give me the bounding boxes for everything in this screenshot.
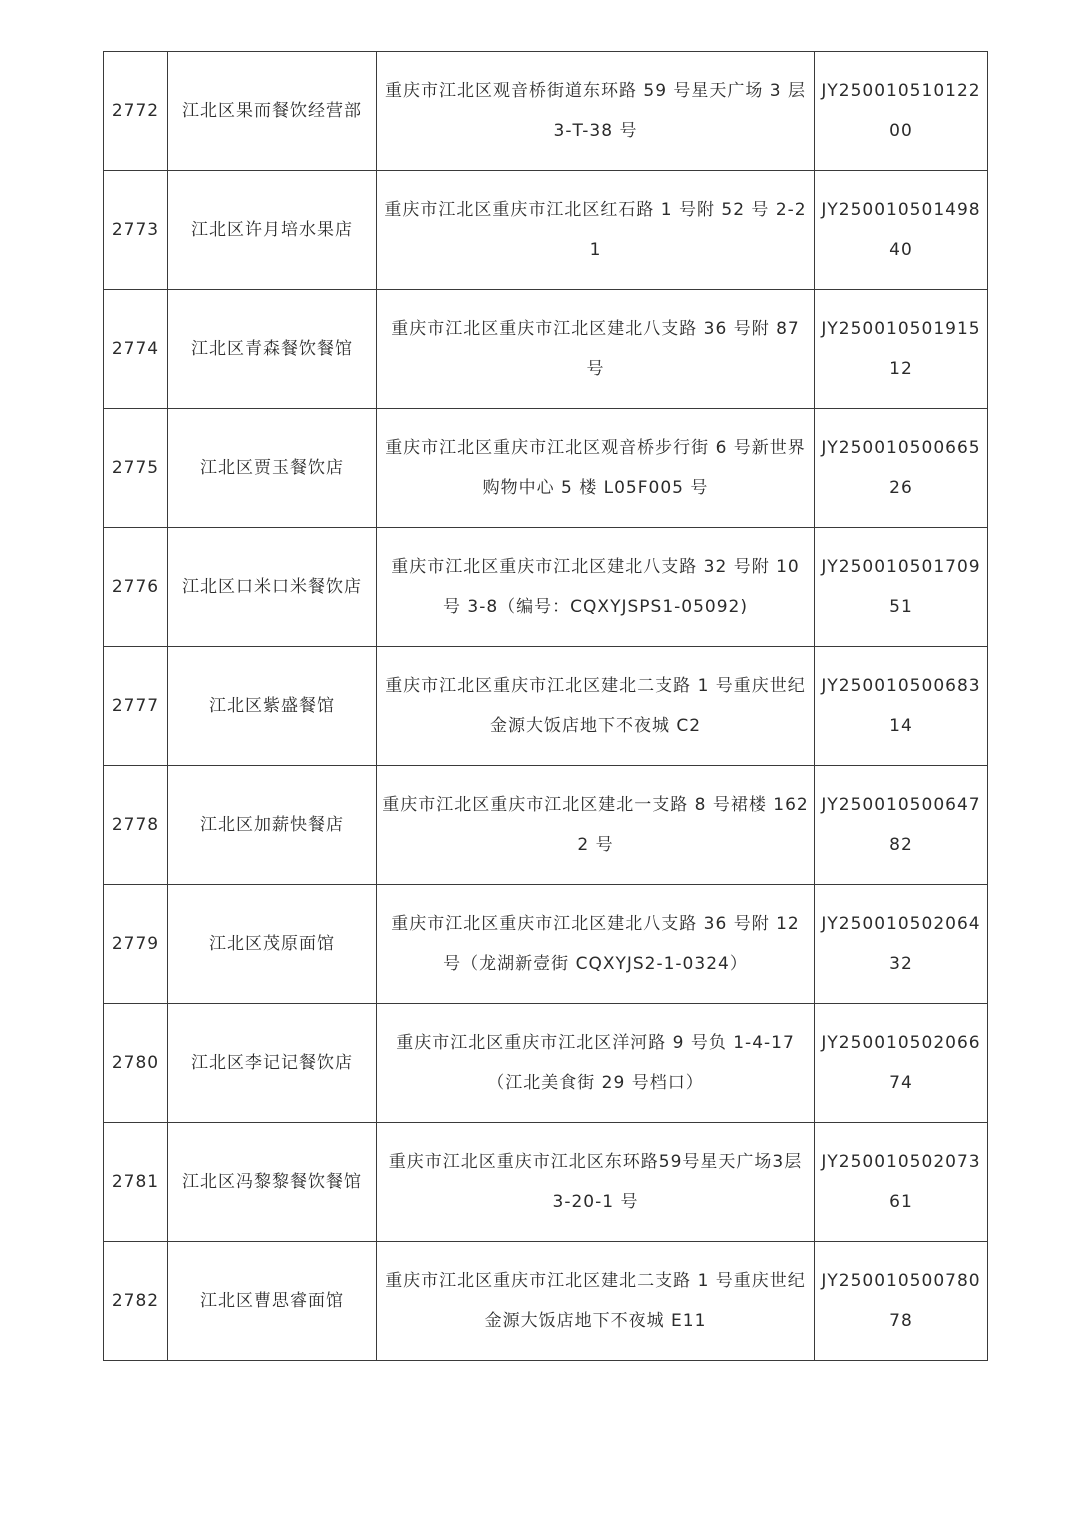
cell-number: 2776 (104, 528, 168, 647)
table-row (104, 1004, 988, 1123)
cell-address: 重庆市江北区重庆市江北区建北二支路 1 号重庆世纪金源大饭店地下不夜城 E11 (377, 1242, 815, 1361)
table-row (104, 1242, 988, 1361)
cell-number: 2772 (104, 52, 168, 171)
cell-license-number: JY25001050206674 (815, 1004, 988, 1123)
cell-license-number: JY25001050068314 (815, 647, 988, 766)
cell-address: 重庆市江北区重庆市江北区建北一支路 8 号裙楼 1622 号 (377, 766, 815, 885)
cell-business-name: 江北区口米口米餐饮店 (168, 528, 377, 647)
cell-business-name: 江北区贾玉餐饮店 (168, 409, 377, 528)
cell-license-number: JY25001050191512 (815, 290, 988, 409)
table-row (104, 409, 988, 528)
cell-number: 2778 (104, 766, 168, 885)
cell-business-name: 江北区加薪快餐店 (168, 766, 377, 885)
cell-license-number: JY25001051012200 (815, 52, 988, 171)
cell-business-name: 江北区许月培水果店 (168, 171, 377, 290)
cell-number: 2774 (104, 290, 168, 409)
cell-license-number: JY25001050206432 (815, 885, 988, 1004)
table-row (104, 647, 988, 766)
cell-address: 重庆市江北区观音桥街道东环路 59 号星天广场 3 层 3-T-38 号 (377, 52, 815, 171)
table-row (104, 766, 988, 885)
cell-address: 重庆市江北区重庆市江北区建北八支路 36 号附 87 号 (377, 290, 815, 409)
records-table (103, 51, 988, 1361)
cell-number: 2777 (104, 647, 168, 766)
cell-address: 重庆市江北区重庆市江北区洋河路 9 号负 1-4-17（江北美食街 29 号档口） (377, 1004, 815, 1123)
cell-license-number: JY25001050064782 (815, 766, 988, 885)
table-row (104, 528, 988, 647)
cell-license-number: JY25001050078078 (815, 1242, 988, 1361)
cell-address: 重庆市江北区重庆市江北区观音桥步行街 6 号新世界购物中心 5 楼 L05F005 号 (377, 409, 815, 528)
cell-number: 2781 (104, 1123, 168, 1242)
cell-number: 2779 (104, 885, 168, 1004)
records-table-body (104, 52, 988, 1361)
cell-number: 2782 (104, 1242, 168, 1361)
cell-address: 重庆市江北区重庆市江北区建北八支路 36 号附 12 号（龙湖新壹街 CQXYJS2-1-0324） (377, 885, 815, 1004)
cell-number: 2780 (104, 1004, 168, 1123)
table-row (104, 885, 988, 1004)
cell-business-name: 江北区冯黎黎餐饮餐馆 (168, 1123, 377, 1242)
cell-business-name: 江北区青森餐饮餐馆 (168, 290, 377, 409)
cell-address: 重庆市江北区重庆市江北区红石路 1 号附 52 号 2-21 (377, 171, 815, 290)
cell-number: 2773 (104, 171, 168, 290)
cell-address: 重庆市江北区重庆市江北区建北二支路 1 号重庆世纪金源大饭店地下不夜城 C2 (377, 647, 815, 766)
cell-business-name: 江北区曹思睿面馆 (168, 1242, 377, 1361)
table-row (104, 171, 988, 290)
cell-license-number: JY25001050066526 (815, 409, 988, 528)
table-row (104, 290, 988, 409)
cell-address: 重庆市江北区重庆市江北区东环路59号星天广场3层 3-20-1 号 (377, 1123, 815, 1242)
cell-license-number: JY25001050207361 (815, 1123, 988, 1242)
cell-license-number: JY25001050170951 (815, 528, 988, 647)
cell-number: 2775 (104, 409, 168, 528)
cell-business-name: 江北区果而餐饮经营部 (168, 52, 377, 171)
cell-license-number: JY25001050149840 (815, 171, 988, 290)
cell-business-name: 江北区紫盛餐馆 (168, 647, 377, 766)
table-row (104, 52, 988, 171)
table-row (104, 1123, 988, 1242)
cell-business-name: 江北区茂原面馆 (168, 885, 377, 1004)
cell-address: 重庆市江北区重庆市江北区建北八支路 32 号附 10 号 3-8（编号：CQXYJSPS1-05092) (377, 528, 815, 647)
cell-business-name: 江北区李记记餐饮店 (168, 1004, 377, 1123)
